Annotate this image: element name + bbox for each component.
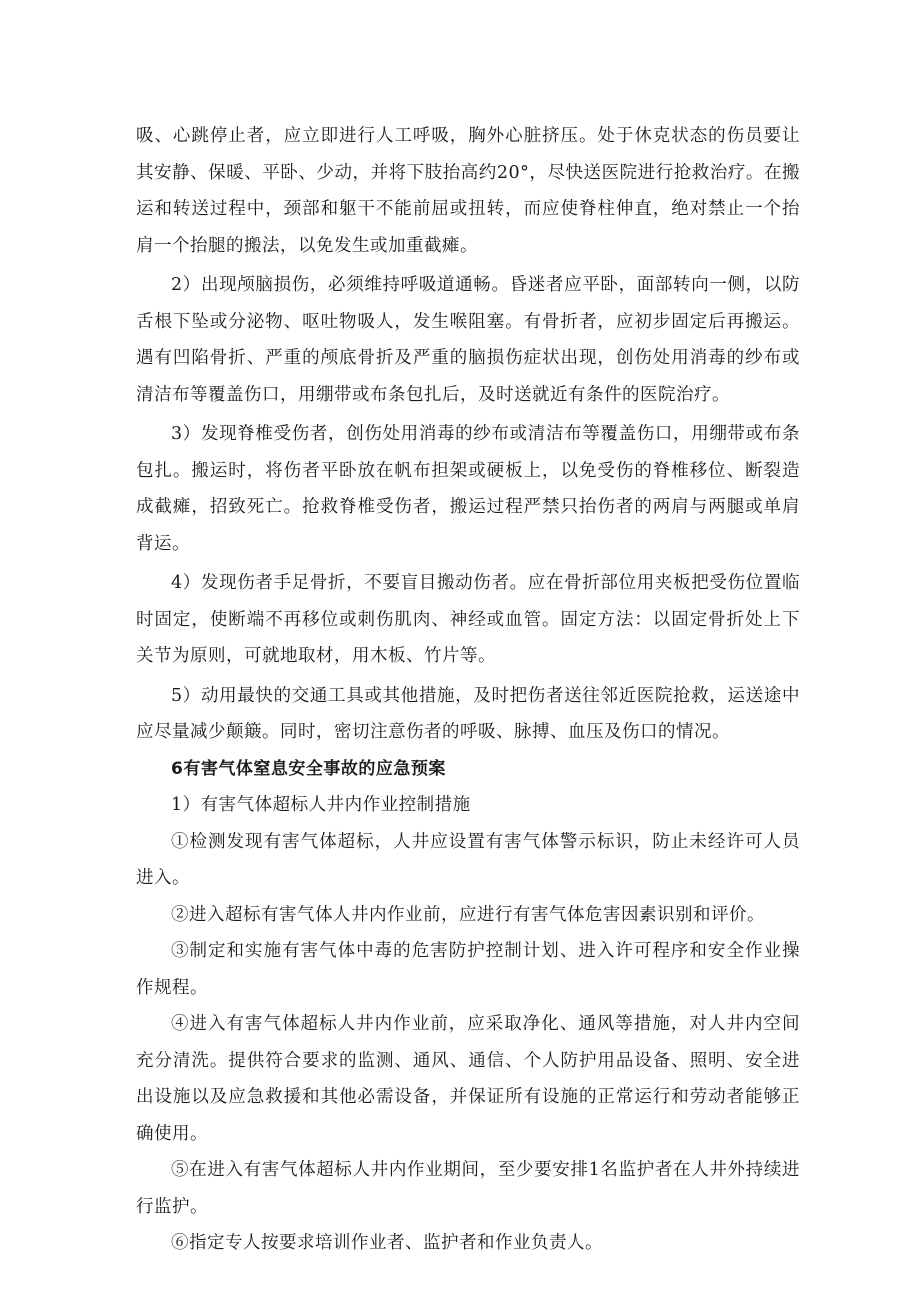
paragraph-head-injury: 2）出现颅脑损伤，必须维持呼吸道通畅。昏迷者应平卧，面部转向一侧，以防舌根下坠或分泌物、呕吐物吸人，发生喉阻塞。有骨折者，应初步固定后再搬运。遇有凹陷骨折、严重的颅底骨折及严重的脑损伤症状出现，创伤处用消毒的纱布或清洁布等覆盖伤口，用绷带或布条包扎后，及时送就近有条件的医院治疗。 bbox=[136, 275, 800, 405]
list-item-6: ⑥指定专人按要求培训作业者、监护者和作业负责人。 bbox=[171, 1233, 603, 1253]
paragraph-spine-injury: 3）发现脊椎受伤者，创伤处用消毒的纱布或清洁布等覆盖伤口，用绷带或布条包扎。搬运时，将伤者平卧放在帆布担架或硬板上，以免受伤的脊椎移位、断裂造成截瘫，招致死亡。抢救脊椎受伤者，搬运过程严禁只抬伤者的两肩与两腿或单肩背运。 bbox=[136, 424, 800, 554]
section-heading: 6有害气体窒息安全事故的应急预案 bbox=[171, 758, 446, 779]
paragraph-transport: 5）动用最快的交通工具或其他措施，及时把伤者送往邻近医院抢救，运送途中应尽量减少颠簸。同时，密切注意伤者的呼吸、脉搏、血压及伤口的情况。 bbox=[136, 685, 800, 742]
list-item-1: ①检测发现有害气体超标，人井应设置有害气体警示标识，防止未经许可人员进入。 bbox=[136, 831, 800, 888]
list-item-3: ③制定和实施有害气体中毒的危害防护控制计划、进入许可程序和安全作业操作规程。 bbox=[136, 941, 800, 998]
subheading-control-measures: 1）有害气体超标人井内作业控制措施 bbox=[171, 795, 471, 815]
list-item-2: ②进入超标有害气体人井内作业前，应进行有害气体危害因素识别和评价。 bbox=[171, 904, 765, 925]
list-item-4: ④进入有害气体超标人井内作业前，应采取净化、通风等措施，对人井内空间充分清洗。提供符合要求的监测、通风、通信、个人防护用品设备、照明、安全进出设施以及应急救援和其他必需设备，并保证所有设施的正常运行和劳动者能够正确使用。 bbox=[136, 1014, 800, 1144]
paragraph-limb-fracture: 4）发现伤者手足骨折，不要盲目搬动伤者。应在骨折部位用夹板把受伤位置临时固定，使断端不再移位或刺伤肌肉、神经或血管。固定方法：以固定骨折处上下关节为原则，可就地取材，用木板、竹片等。 bbox=[136, 573, 800, 666]
paragraph-shock-care: 吸、心跳停止者，应立即进行人工呼吸，胸外心脏挤压。处于休克状态的伤员要让其安静、保暖、平卧、少动，并将下肢抬高约20°，尽快送医院进行抢救治疗。在搬运和转送过程中，颈部和躯干不能前屈或扭转，而应使脊柱伸直，绝对禁止一个抬肩一个抬腿的搬法，以免发生或加重截瘫。 bbox=[136, 126, 800, 256]
list-item-5: ⑤在进入有害气体超标人井内作业期间，至少要安排1名监护者在人井外持续进行监护。 bbox=[136, 1160, 800, 1217]
document-page bbox=[136, 118, 800, 1262]
